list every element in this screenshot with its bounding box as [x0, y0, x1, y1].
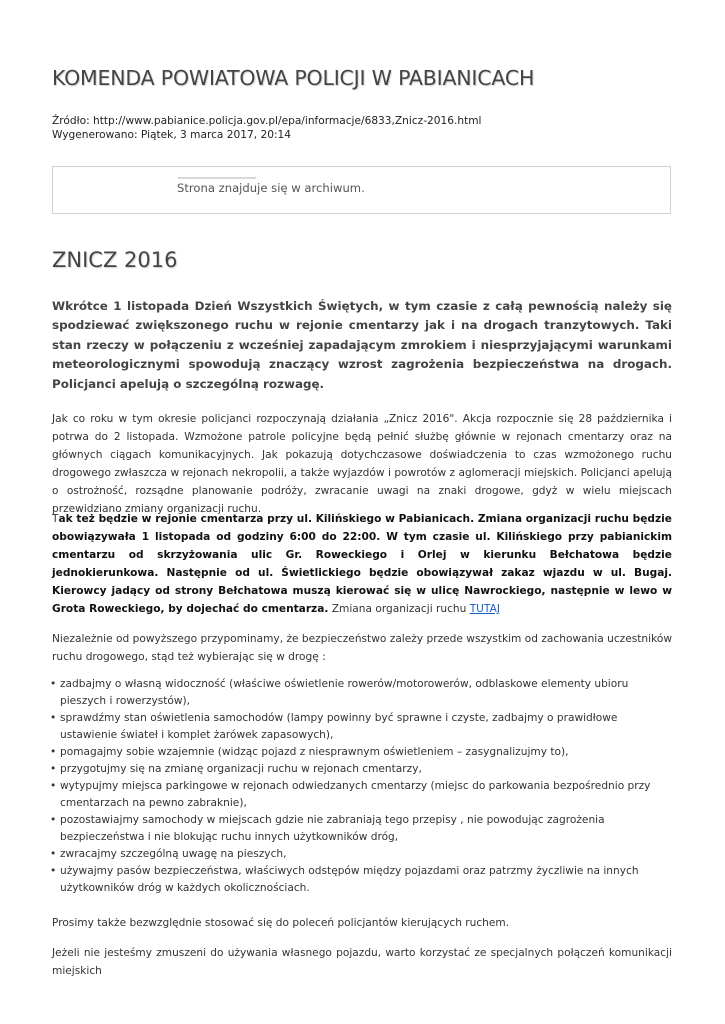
bullet-icon: • [50, 848, 57, 860]
list-item [52, 863, 674, 897]
tip-text: pozostawiajmy samochody w miejscach gdzie nie zabraniają tego przepisy , nie powodując zagrożenia bezpieczeństwa i nie blokując ruchu innych użytkowników dróg, [60, 814, 605, 843]
list-item [52, 744, 674, 761]
site-title: KOMENDA POWIATOWA POLICJI W PABIANICACH [52, 66, 535, 90]
article-paragraph-1: Jak co roku w tym okresie policjanci rozpoczynają działania „Znicz 2016". Akcja rozpocznie się 28 października i potrwa do 2 listopada. Wzmożone patrole policyjne będą pełnić służbę głównie w rejonach cmentarzy oraz na głównych ciągach komunikacyjnych. Jak pokazują dotychczasowe doświadczenia to czas wzmożonego ruchu drogowego zwłaszcza w rejonach nekropolii, a także wyjazdów i powrotów z aglomeracji miejskich. Policjanci apelują o ostrożność, rozsądne planowanie podróży, zwracanie uwagi na znaki drogowe, gdyż w wielu miejscach przewidziano zmiany organizacji ruchu. [52, 413, 672, 515]
tip-text: zadbajmy o własną widoczność (właściwe oświetlenie rowerów/motorowerów, odblaskowe elementy ubioru pieszych i rowerzystów), [60, 678, 629, 707]
list-item [52, 778, 674, 812]
archive-divider [178, 177, 256, 179]
list-item [52, 812, 674, 846]
list-item [52, 761, 674, 778]
tip-text: przygotujmy się na zmianę organizacji ruchu w rejonach cmentarzy, [60, 763, 422, 775]
bullet-icon: • [50, 746, 57, 758]
bullet-icon: • [50, 780, 57, 792]
bullet-icon: • [50, 678, 57, 690]
article-paragraph-5: Jeżeli nie jesteśmy zmuszeni do używania własnego pojazdu, warto korzystać ze specjalnych połączeń komunikacji miejskich [52, 947, 672, 977]
bullet-icon: • [50, 814, 57, 826]
tip-text: używajmy pasów bezpieczeństwa, właściwych odstępów między pojazdami oraz patrzmy życzliwie na innych użytkowników dróg w każdych okolicznościach. [60, 865, 639, 894]
paragraph-2-bold: ak też będzie w rejonie cmentarza przy ul. Kilińskiego w Pabianicach. Zmiana organizacji ruchu będzie obowiązywała 1 listopada od godziny 6:00 do 22:00. W tym czasie ul. Kilińskiego przy pabianickim cmentarzu od skrzyżowania ulic Gr. Roweckiego i Orlej w kierunku Bełchatowa będzie jednokierunkowa. Następnie od ul. Świetlickiego będzie obowiązywał zakaz wjazdu w ul. Bugaj. Kierowcy jadący od strony Bełchatowa muszą kierować się w ulicę Nawrockiego, następnie w lewo w Grota Roweckiego, by dojechać do cmentarza. [52, 513, 672, 615]
generated-date: Wygenerowano: Piątek, 3 marca 2017, 20:14 [52, 129, 292, 141]
map-link[interactable]: TUTAJ [469, 603, 500, 615]
source-info [52, 114, 482, 142]
article-paragraph-3: Niezależnie od powyższego przypominamy, że bezpieczeństwo zależy przede wszystkim od zachowania uczestników ruchu drogowego, stąd też wybierając się w drogę : [52, 633, 672, 663]
article-title: ZNICZ 2016 [52, 248, 178, 272]
source-url: Źródło: http://www.pabianice.policja.gov.pl/epa/informacje/6833,Znicz-2016.html [52, 115, 482, 127]
safety-tips-list [52, 676, 674, 897]
list-item [52, 710, 674, 744]
list-item [52, 846, 674, 863]
list-item [52, 676, 674, 710]
tip-text: wytypujmy miejsca parkingowe w rejonach odwiedzanych cmentarzy (miejsc do parkowania bezpośrednio przy cmentarzach na pewno zabraknie), [60, 780, 651, 809]
paragraph-2-first-letter: T [52, 513, 59, 525]
article-paragraph-4: Prosimy także bezwzględnie stosować się do poleceń policjantów kierujących ruchem. [52, 917, 510, 929]
archive-notice-box [52, 166, 671, 214]
archive-notice: Strona znajduje się w archiwum. [177, 181, 365, 195]
tip-text: sprawdźmy stan oświetlenia samochodów (lampy powinny być sprawne i czyste, zadbajmy o prawidłowe ustawienie świateł i komplet żarówek zapasowych), [60, 712, 618, 741]
tip-text: zwracajmy szczególną uwagę na pieszych, [60, 848, 287, 860]
article-lead: Wkrótce 1 listopada Dzień Wszystkich Świętych, w tym czasie z całą pewnością należy się spodziewać zwiększonego ruchu w rejonie cmentarzy jak i na drogach tranzytowych. Taki stan rzeczy w połączeniu z wcześniej zapadającym zmrokiem i niesprzyjającymi warunkami meteorologicznymi spowodują znaczący wzrost zagrożenia bezpieczeństwa na drogach. Policjanci apelują o szczególną rozwagę. [52, 299, 672, 391]
bullet-icon: • [50, 865, 57, 877]
tip-text: pomagajmy sobie wzajemnie (widząc pojazd z niesprawnym oświetleniem – zasygnalizujmy to), [60, 746, 569, 758]
bullet-icon: • [50, 763, 57, 775]
paragraph-2-tail: Zmiana organizacji ruchu [328, 603, 470, 615]
bullet-icon: • [50, 712, 57, 724]
article-paragraph-2 [52, 510, 672, 618]
